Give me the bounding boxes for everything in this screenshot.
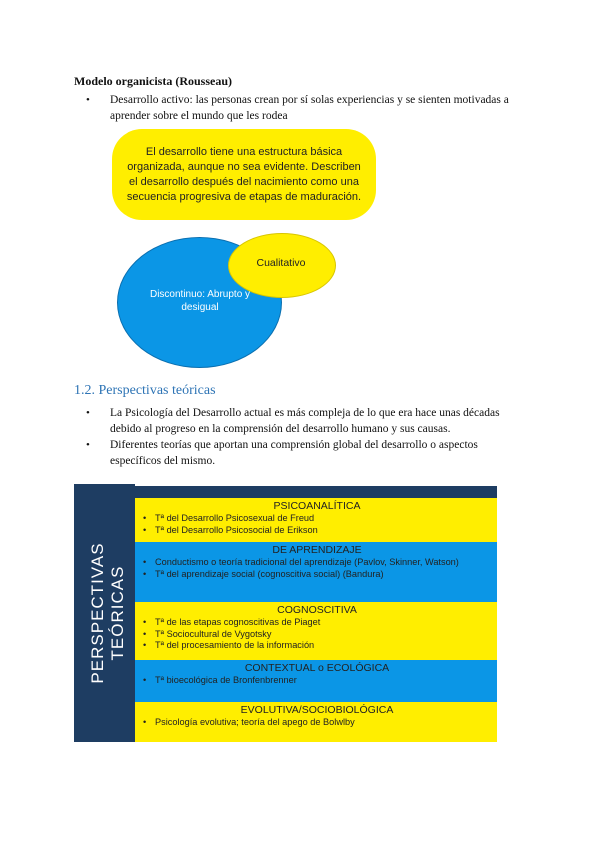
list-item: • Tª del procesamiento de la información (141, 640, 493, 652)
list-item: • Psicología evolutiva; teoría del apego de Bolwlby (141, 717, 493, 729)
list-item: • Tª del Desarrollo Psicosexual de Freud (141, 513, 493, 525)
bullet-icon: • (86, 407, 90, 419)
band-psicoanalitica: PSICOANALÍTICA • Tª del Desarrollo Psicosexual de Freud • Tª del Desarrollo Psicosocial de Erikson (135, 498, 497, 542)
band-aprendizaje: DE APRENDIZAJE • Conductismo o teoría tradicional del aprendizaje (Pavlov, Skinner, Watson) • Tª del aprendizaje social (cognoscitiva social) (Bandura) (135, 542, 497, 602)
band-contextual: CONTEXTUAL o ECOLÓGICA • Tª bioecológica de Bronfenbrenner (135, 660, 497, 702)
list-item: • Tª bioecológica de Bronfenbrenner (141, 675, 493, 687)
bullet-icon: • (86, 439, 90, 451)
yellow-circle-label: Cualitativo (256, 257, 306, 269)
perspectives-side-label (74, 484, 135, 742)
band-evolutiva: EVOLUTIVA/SOCIOBIOLÓGICA • Psicología evolutiva; teoría del apego de Bolwlby (135, 702, 497, 742)
list-item: • Tª de las etapas cognoscitivas de Piaget (141, 617, 493, 629)
list-item: • Tª del Desarrollo Psicosocial de Erikson (141, 525, 493, 537)
yellow-description-box: El desarrollo tiene una estructura básica organizada, aunque no sea evidente. Describen el desarrollo después del nacimiento como una secuencia progresiva de etapas de maduración. (112, 129, 376, 220)
band-cognoscitiva: COGNOSCITIVA • Tª de las etapas cognoscitivas de Piaget • Tª Sociocultural de Vygotsky • Tª del procesamiento de la información (135, 602, 497, 660)
side-label-line1: PERSPECTIVAS (88, 542, 107, 684)
blue-circle-label: Discontinuo: Abrupto y desigual (149, 289, 251, 313)
list-item: • Tª del aprendizaje social (cognoscitiva social) (Bandura) (141, 569, 493, 581)
list-item: • Tª Sociocultural de Vygotsky (141, 629, 493, 641)
bullet-icon: • (86, 94, 90, 106)
table-header-bar (135, 486, 497, 498)
list-item: • Conductismo o teoría tradicional del aprendizaje (Pavlov, Skinner, Watson) (141, 557, 493, 569)
section-title: 1.2. Perspectivas teóricas (74, 383, 216, 398)
section-heading-organicist: Modelo organicista (Rousseau) (74, 74, 232, 88)
side-label-line2: TEÓRICAS (108, 565, 127, 661)
